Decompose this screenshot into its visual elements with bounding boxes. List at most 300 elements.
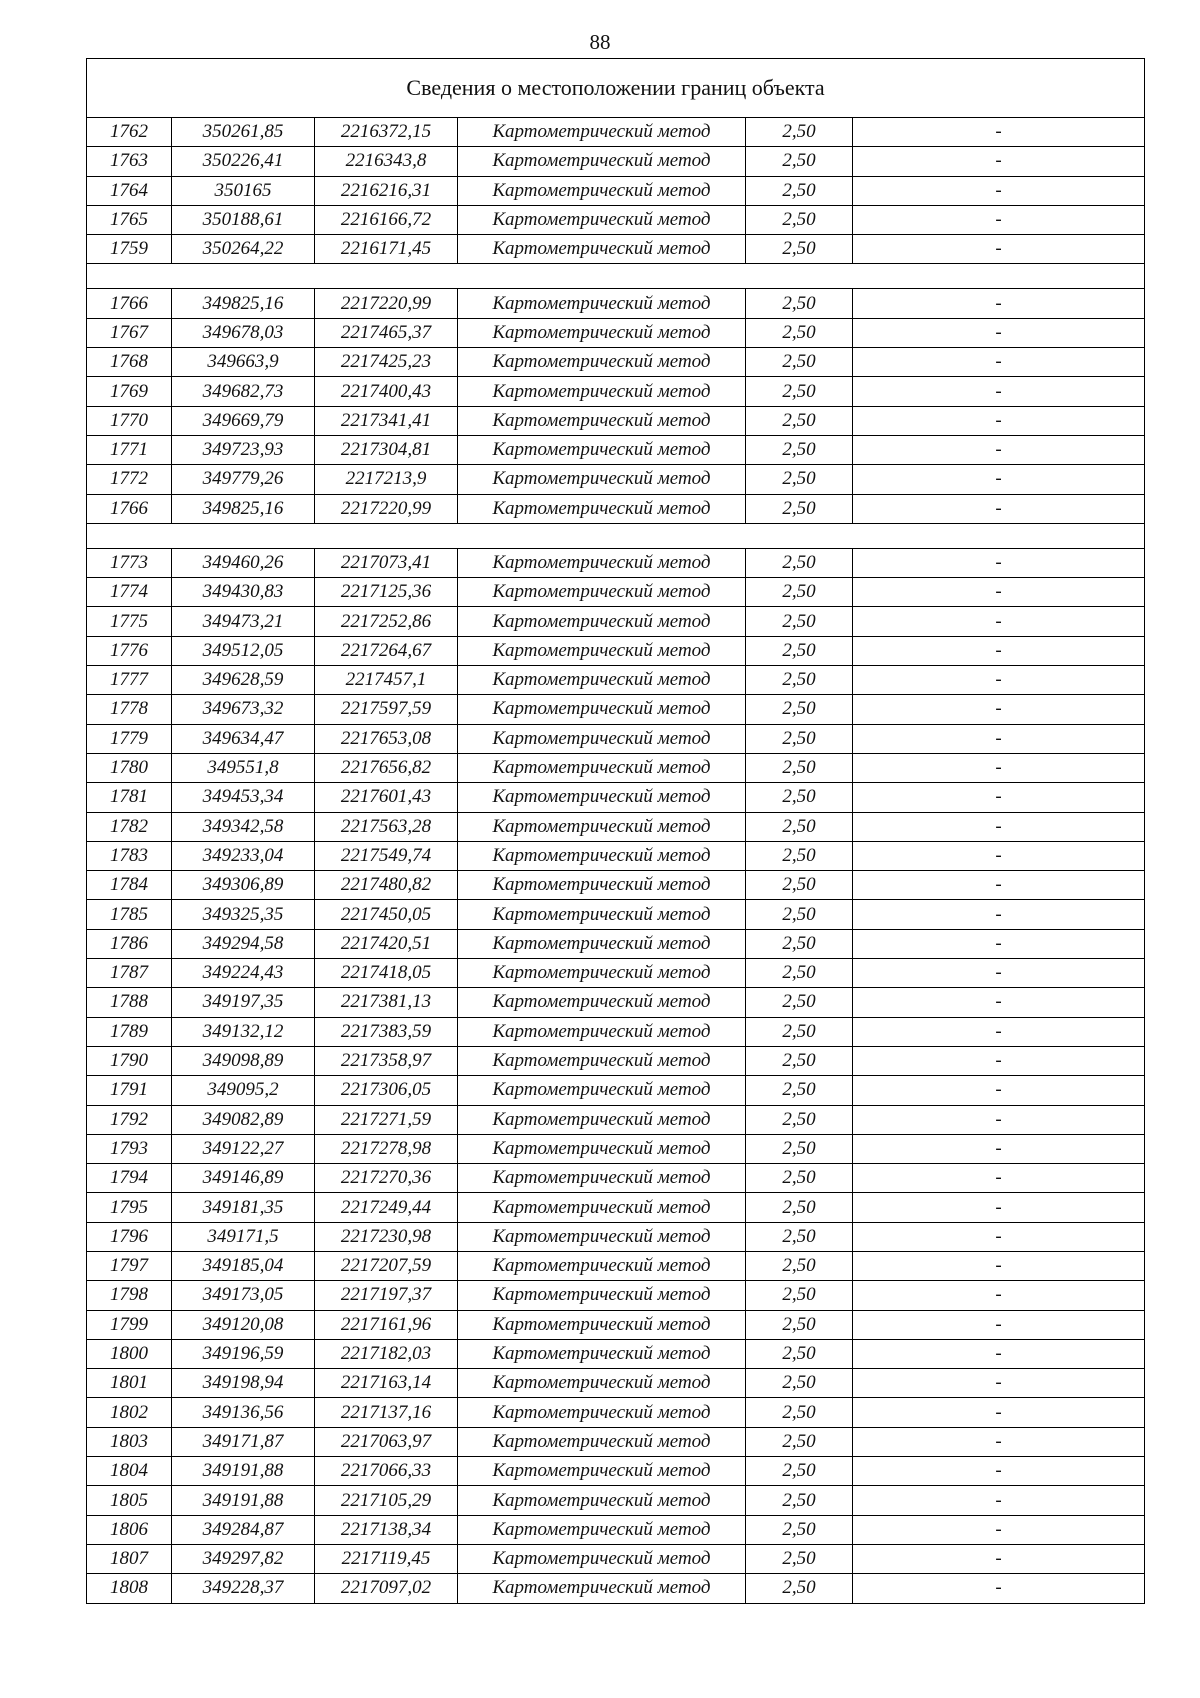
method-cell: Картометрический метод	[458, 1281, 746, 1310]
point-number-cell: 1776	[87, 636, 172, 665]
note-cell: -	[853, 1105, 1145, 1134]
table-row	[87, 1310, 1145, 1339]
y-coordinate-cell: 2217653,08	[315, 724, 458, 753]
point-number-cell: 1800	[87, 1339, 172, 1368]
method-cell: Картометрический метод	[458, 783, 746, 812]
note-cell: -	[853, 318, 1145, 347]
accuracy-cell: 2,50	[746, 1369, 853, 1398]
y-coordinate-cell: 2217182,03	[315, 1339, 458, 1368]
accuracy-cell: 2,50	[746, 147, 853, 176]
point-number-cell: 1790	[87, 1046, 172, 1075]
x-coordinate-cell: 349198,94	[172, 1369, 315, 1398]
point-number-cell: 1788	[87, 988, 172, 1017]
accuracy-cell: 2,50	[746, 1310, 853, 1339]
table-row	[87, 318, 1145, 347]
accuracy-cell: 2,50	[746, 465, 853, 494]
table-row	[87, 1369, 1145, 1398]
method-cell: Картометрический метод	[458, 1193, 746, 1222]
accuracy-cell: 2,50	[746, 1457, 853, 1486]
page-number: 88	[589, 30, 611, 54]
y-coordinate-cell: 2217563,28	[315, 812, 458, 841]
note-cell: -	[853, 1222, 1145, 1251]
table-row	[87, 147, 1145, 176]
y-coordinate-cell: 2217230,98	[315, 1222, 458, 1251]
y-coordinate-cell: 2217480,82	[315, 871, 458, 900]
method-cell: Картометрический метод	[458, 607, 746, 636]
method-cell: Картометрический метод	[458, 348, 746, 377]
x-coordinate-cell: 349120,08	[172, 1310, 315, 1339]
accuracy-cell: 2,50	[746, 318, 853, 347]
point-number-cell: 1804	[87, 1457, 172, 1486]
y-coordinate-cell: 2217418,05	[315, 959, 458, 988]
note-cell: -	[853, 1398, 1145, 1427]
table-row	[87, 988, 1145, 1017]
x-coordinate-cell: 349512,05	[172, 636, 315, 665]
table-row	[87, 1486, 1145, 1515]
point-number-cell: 1797	[87, 1251, 172, 1280]
point-number-cell: 1808	[87, 1574, 172, 1603]
y-coordinate-cell: 2217252,86	[315, 607, 458, 636]
point-number-cell: 1763	[87, 147, 172, 176]
point-number-cell: 1780	[87, 753, 172, 782]
method-cell: Картометрический метод	[458, 1486, 746, 1515]
y-coordinate-cell: 2217097,02	[315, 1574, 458, 1603]
point-number-cell: 1773	[87, 548, 172, 577]
method-cell: Картометрический метод	[458, 118, 746, 147]
method-cell: Картометрический метод	[458, 147, 746, 176]
accuracy-cell: 2,50	[746, 1193, 853, 1222]
note-cell: -	[853, 1369, 1145, 1398]
accuracy-cell: 2,50	[746, 1544, 853, 1573]
y-coordinate-cell: 2217450,05	[315, 900, 458, 929]
table-title-row	[87, 59, 1145, 118]
note-cell: -	[853, 1544, 1145, 1573]
method-cell: Картометрический метод	[458, 205, 746, 234]
y-coordinate-cell: 2217381,13	[315, 988, 458, 1017]
method-cell: Картометрический метод	[458, 1369, 746, 1398]
accuracy-cell: 2,50	[746, 929, 853, 958]
x-coordinate-cell: 349682,73	[172, 377, 315, 406]
method-cell: Картометрический метод	[458, 377, 746, 406]
accuracy-cell: 2,50	[746, 841, 853, 870]
note-cell: -	[853, 406, 1145, 435]
y-coordinate-cell: 2217220,99	[315, 289, 458, 318]
note-cell: -	[853, 348, 1145, 377]
method-cell: Картометрический метод	[458, 1105, 746, 1134]
x-coordinate-cell: 349551,8	[172, 753, 315, 782]
point-number-cell: 1805	[87, 1486, 172, 1515]
point-number-cell: 1775	[87, 607, 172, 636]
method-cell: Картометрический метод	[458, 753, 746, 782]
accuracy-cell: 2,50	[746, 871, 853, 900]
table-row	[87, 1281, 1145, 1310]
point-number-cell: 1787	[87, 959, 172, 988]
point-number-cell: 1789	[87, 1017, 172, 1046]
accuracy-cell: 2,50	[746, 235, 853, 264]
method-cell: Картометрический метод	[458, 1046, 746, 1075]
y-coordinate-cell: 2217465,37	[315, 318, 458, 347]
table-row	[87, 1222, 1145, 1251]
note-cell: -	[853, 666, 1145, 695]
y-coordinate-cell: 2217119,45	[315, 1544, 458, 1573]
accuracy-cell: 2,50	[746, 812, 853, 841]
table-row	[87, 406, 1145, 435]
accuracy-cell: 2,50	[746, 636, 853, 665]
accuracy-cell: 2,50	[746, 1105, 853, 1134]
table-title: Сведения о местоположении границ объекта	[87, 59, 1145, 118]
x-coordinate-cell: 349678,03	[172, 318, 315, 347]
note-cell: -	[853, 1339, 1145, 1368]
method-cell: Картометрический метод	[458, 435, 746, 464]
group-separator-cell	[87, 523, 1145, 548]
note-cell: -	[853, 1281, 1145, 1310]
table-row	[87, 1339, 1145, 1368]
method-cell: Картометрический метод	[458, 318, 746, 347]
point-number-cell: 1802	[87, 1398, 172, 1427]
accuracy-cell: 2,50	[746, 1339, 853, 1368]
method-cell: Картометрический метод	[458, 1222, 746, 1251]
accuracy-cell: 2,50	[746, 724, 853, 753]
x-coordinate-cell: 349191,88	[172, 1457, 315, 1486]
method-cell: Картометрический метод	[458, 636, 746, 665]
note-cell: -	[853, 377, 1145, 406]
y-coordinate-cell: 2217207,59	[315, 1251, 458, 1280]
y-coordinate-cell: 2217213,9	[315, 465, 458, 494]
y-coordinate-cell: 2217125,36	[315, 578, 458, 607]
x-coordinate-cell: 349779,26	[172, 465, 315, 494]
table-row	[87, 695, 1145, 724]
note-cell: -	[853, 900, 1145, 929]
y-coordinate-cell: 2217304,81	[315, 435, 458, 464]
method-cell: Картометрический метод	[458, 929, 746, 958]
note-cell: -	[853, 1076, 1145, 1105]
table-row	[87, 1251, 1145, 1280]
point-number-cell: 1791	[87, 1076, 172, 1105]
method-cell: Картометрический метод	[458, 1515, 746, 1544]
point-number-cell: 1762	[87, 118, 172, 147]
point-number-cell: 1786	[87, 929, 172, 958]
accuracy-cell: 2,50	[746, 435, 853, 464]
note-cell: -	[853, 1574, 1145, 1603]
table-row	[87, 724, 1145, 753]
method-cell: Картометрический метод	[458, 289, 746, 318]
y-coordinate-cell: 2217420,51	[315, 929, 458, 958]
point-number-cell: 1770	[87, 406, 172, 435]
point-number-cell: 1766	[87, 494, 172, 523]
point-number-cell: 1781	[87, 783, 172, 812]
method-cell: Картометрический метод	[458, 578, 746, 607]
accuracy-cell: 2,50	[746, 1427, 853, 1456]
method-cell: Картометрический метод	[458, 871, 746, 900]
note-cell: -	[853, 1427, 1145, 1456]
note-cell: -	[853, 607, 1145, 636]
table-row	[87, 176, 1145, 205]
point-number-cell: 1801	[87, 1369, 172, 1398]
table-row	[87, 959, 1145, 988]
note-cell: -	[853, 812, 1145, 841]
method-cell: Картометрический метод	[458, 1134, 746, 1163]
note-cell: -	[853, 435, 1145, 464]
accuracy-cell: 2,50	[746, 1017, 853, 1046]
accuracy-cell: 2,50	[746, 578, 853, 607]
table-row	[87, 465, 1145, 494]
table-row	[87, 1017, 1145, 1046]
table-row	[87, 1515, 1145, 1544]
note-cell: -	[853, 988, 1145, 1017]
note-cell: -	[853, 176, 1145, 205]
x-coordinate-cell: 349342,58	[172, 812, 315, 841]
accuracy-cell: 2,50	[746, 1515, 853, 1544]
y-coordinate-cell: 2216166,72	[315, 205, 458, 234]
y-coordinate-cell: 2217278,98	[315, 1134, 458, 1163]
point-number-cell: 1803	[87, 1427, 172, 1456]
table-row	[87, 841, 1145, 870]
x-coordinate-cell: 350165	[172, 176, 315, 205]
table-row	[87, 578, 1145, 607]
y-coordinate-cell: 2217400,43	[315, 377, 458, 406]
y-coordinate-cell: 2216216,31	[315, 176, 458, 205]
accuracy-cell: 2,50	[746, 1046, 853, 1075]
method-cell: Картометрический метод	[458, 1339, 746, 1368]
method-cell: Картометрический метод	[458, 235, 746, 264]
x-coordinate-cell: 349132,12	[172, 1017, 315, 1046]
y-coordinate-cell: 2216372,15	[315, 118, 458, 147]
method-cell: Картометрический метод	[458, 1017, 746, 1046]
table-row	[87, 1164, 1145, 1193]
point-number-cell: 1779	[87, 724, 172, 753]
y-coordinate-cell: 2217425,23	[315, 348, 458, 377]
method-cell: Картометрический метод	[458, 1398, 746, 1427]
accuracy-cell: 2,50	[746, 988, 853, 1017]
table-row	[87, 929, 1145, 958]
table-row	[87, 1457, 1145, 1486]
x-coordinate-cell: 349723,93	[172, 435, 315, 464]
y-coordinate-cell: 2217270,36	[315, 1164, 458, 1193]
method-cell: Картометрический метод	[458, 465, 746, 494]
y-coordinate-cell: 2217383,59	[315, 1017, 458, 1046]
table-row	[87, 377, 1145, 406]
x-coordinate-cell: 350264,22	[172, 235, 315, 264]
x-coordinate-cell: 349430,83	[172, 578, 315, 607]
note-cell: -	[853, 753, 1145, 782]
point-number-cell: 1807	[87, 1544, 172, 1573]
y-coordinate-cell: 2217063,97	[315, 1427, 458, 1456]
x-coordinate-cell: 349228,37	[172, 1574, 315, 1603]
accuracy-cell: 2,50	[746, 377, 853, 406]
accuracy-cell: 2,50	[746, 1076, 853, 1105]
point-number-cell: 1796	[87, 1222, 172, 1251]
y-coordinate-cell: 2217264,67	[315, 636, 458, 665]
point-number-cell: 1784	[87, 871, 172, 900]
x-coordinate-cell: 349473,21	[172, 607, 315, 636]
x-coordinate-cell: 349191,88	[172, 1486, 315, 1515]
table-row	[87, 118, 1145, 147]
y-coordinate-cell: 2217656,82	[315, 753, 458, 782]
table-row	[87, 1105, 1145, 1134]
point-number-cell: 1795	[87, 1193, 172, 1222]
method-cell: Картометрический метод	[458, 1076, 746, 1105]
method-cell: Картометрический метод	[458, 1310, 746, 1339]
table-row	[87, 494, 1145, 523]
point-number-cell: 1778	[87, 695, 172, 724]
method-cell: Картометрический метод	[458, 666, 746, 695]
x-coordinate-cell: 349095,2	[172, 1076, 315, 1105]
x-coordinate-cell: 349171,87	[172, 1427, 315, 1456]
note-cell: -	[853, 1193, 1145, 1222]
point-number-cell: 1766	[87, 289, 172, 318]
note-cell: -	[853, 494, 1145, 523]
method-cell: Картометрический метод	[458, 988, 746, 1017]
note-cell: -	[853, 1310, 1145, 1339]
note-cell: -	[853, 959, 1145, 988]
x-coordinate-cell: 349460,26	[172, 548, 315, 577]
accuracy-cell: 2,50	[746, 1222, 853, 1251]
x-coordinate-cell: 349136,56	[172, 1398, 315, 1427]
note-cell: -	[853, 1046, 1145, 1075]
point-number-cell: 1764	[87, 176, 172, 205]
table-row	[87, 871, 1145, 900]
y-coordinate-cell: 2217271,59	[315, 1105, 458, 1134]
table-row	[87, 348, 1145, 377]
method-cell: Картометрический метод	[458, 841, 746, 870]
x-coordinate-cell: 349669,79	[172, 406, 315, 435]
y-coordinate-cell: 2217549,74	[315, 841, 458, 870]
x-coordinate-cell: 349673,32	[172, 695, 315, 724]
accuracy-cell: 2,50	[746, 548, 853, 577]
x-coordinate-cell: 349663,9	[172, 348, 315, 377]
table-row	[87, 666, 1145, 695]
y-coordinate-cell: 2217249,44	[315, 1193, 458, 1222]
y-coordinate-cell: 2217137,16	[315, 1398, 458, 1427]
accuracy-cell: 2,50	[746, 783, 853, 812]
y-coordinate-cell: 2217597,59	[315, 695, 458, 724]
x-coordinate-cell: 349325,35	[172, 900, 315, 929]
accuracy-cell: 2,50	[746, 666, 853, 695]
point-number-cell: 1771	[87, 435, 172, 464]
y-coordinate-cell: 2217197,37	[315, 1281, 458, 1310]
point-number-cell: 1799	[87, 1310, 172, 1339]
y-coordinate-cell: 2217161,96	[315, 1310, 458, 1339]
accuracy-cell: 2,50	[746, 494, 853, 523]
table-row	[87, 1574, 1145, 1603]
table-row	[87, 900, 1145, 929]
point-number-cell: 1794	[87, 1164, 172, 1193]
y-coordinate-cell: 2216171,45	[315, 235, 458, 264]
accuracy-cell: 2,50	[746, 1251, 853, 1280]
x-coordinate-cell: 349196,59	[172, 1339, 315, 1368]
method-cell: Картометрический метод	[458, 1164, 746, 1193]
table-row	[87, 783, 1145, 812]
x-coordinate-cell: 349082,89	[172, 1105, 315, 1134]
table-row	[87, 607, 1145, 636]
table-body	[87, 59, 1145, 1604]
point-number-cell: 1785	[87, 900, 172, 929]
note-cell: -	[853, 1017, 1145, 1046]
accuracy-cell: 2,50	[746, 1134, 853, 1163]
y-coordinate-cell: 2217073,41	[315, 548, 458, 577]
note-cell: -	[853, 929, 1145, 958]
y-coordinate-cell: 2217457,1	[315, 666, 458, 695]
note-cell: -	[853, 636, 1145, 665]
y-coordinate-cell: 2217138,34	[315, 1515, 458, 1544]
accuracy-cell: 2,50	[746, 205, 853, 234]
y-coordinate-cell: 2217601,43	[315, 783, 458, 812]
x-coordinate-cell: 349628,59	[172, 666, 315, 695]
y-coordinate-cell: 2217341,41	[315, 406, 458, 435]
point-number-cell: 1777	[87, 666, 172, 695]
y-coordinate-cell: 2217066,33	[315, 1457, 458, 1486]
y-coordinate-cell: 2217358,97	[315, 1046, 458, 1075]
note-cell: -	[853, 289, 1145, 318]
x-coordinate-cell: 349098,89	[172, 1046, 315, 1075]
note-cell: -	[853, 841, 1145, 870]
table-row	[87, 1544, 1145, 1573]
note-cell: -	[853, 871, 1145, 900]
accuracy-cell: 2,50	[746, 406, 853, 435]
note-cell: -	[853, 724, 1145, 753]
accuracy-cell: 2,50	[746, 118, 853, 147]
note-cell: -	[853, 1486, 1145, 1515]
point-number-cell: 1759	[87, 235, 172, 264]
accuracy-cell: 2,50	[746, 176, 853, 205]
method-cell: Картометрический метод	[458, 1457, 746, 1486]
method-cell: Картометрический метод	[458, 959, 746, 988]
note-cell: -	[853, 1251, 1145, 1280]
point-number-cell: 1765	[87, 205, 172, 234]
point-number-cell: 1772	[87, 465, 172, 494]
group-separator-row	[87, 523, 1145, 548]
x-coordinate-cell: 349825,16	[172, 289, 315, 318]
table-row	[87, 1398, 1145, 1427]
table-row	[87, 289, 1145, 318]
note-cell: -	[853, 465, 1145, 494]
x-coordinate-cell: 349171,5	[172, 1222, 315, 1251]
point-number-cell: 1792	[87, 1105, 172, 1134]
table-row	[87, 1046, 1145, 1075]
note-cell: -	[853, 548, 1145, 577]
accuracy-cell: 2,50	[746, 1164, 853, 1193]
note-cell: -	[853, 1457, 1145, 1486]
method-cell: Картометрический метод	[458, 812, 746, 841]
group-separator-row	[87, 264, 1145, 289]
note-cell: -	[853, 695, 1145, 724]
group-separator-cell	[87, 264, 1145, 289]
accuracy-cell: 2,50	[746, 695, 853, 724]
note-cell: -	[853, 118, 1145, 147]
x-coordinate-cell: 350188,61	[172, 205, 315, 234]
method-cell: Картометрический метод	[458, 900, 746, 929]
x-coordinate-cell: 350261,85	[172, 118, 315, 147]
table-row	[87, 1076, 1145, 1105]
table-row	[87, 1427, 1145, 1456]
y-coordinate-cell: 2216343,8	[315, 147, 458, 176]
table-row	[87, 235, 1145, 264]
x-coordinate-cell: 349294,58	[172, 929, 315, 958]
method-cell: Картометрический метод	[458, 1251, 746, 1280]
accuracy-cell: 2,50	[746, 753, 853, 782]
accuracy-cell: 2,50	[746, 1574, 853, 1603]
method-cell: Картометрический метод	[458, 1574, 746, 1603]
y-coordinate-cell: 2217163,14	[315, 1369, 458, 1398]
x-coordinate-cell: 349185,04	[172, 1251, 315, 1280]
table-row	[87, 1134, 1145, 1163]
method-cell: Картометрический метод	[458, 176, 746, 205]
y-coordinate-cell: 2217306,05	[315, 1076, 458, 1105]
x-coordinate-cell: 349233,04	[172, 841, 315, 870]
table-row	[87, 812, 1145, 841]
y-coordinate-cell: 2217105,29	[315, 1486, 458, 1515]
x-coordinate-cell: 349297,82	[172, 1544, 315, 1573]
